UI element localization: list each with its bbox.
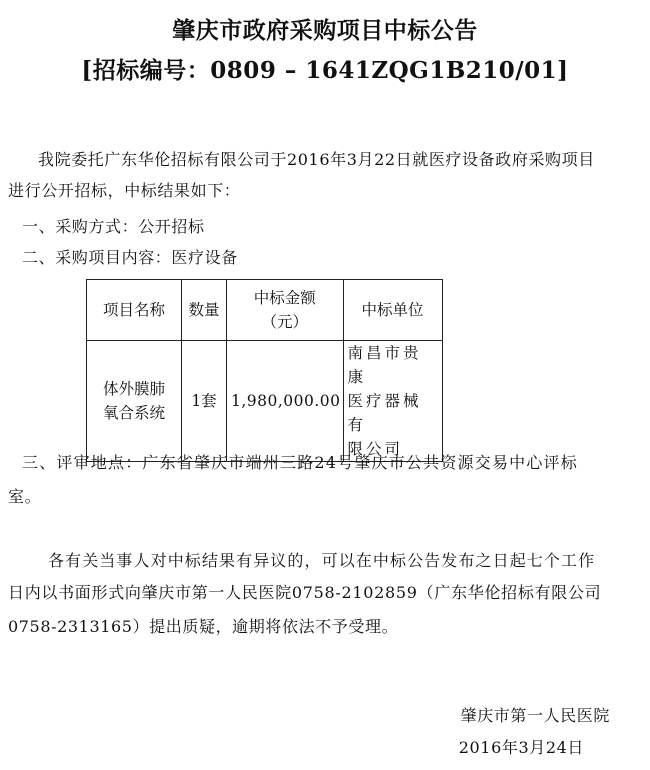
announcement-title: 肇庆市政府采购项目中标公告	[172, 17, 478, 44]
cell-amount: 1,980,000.00	[227, 341, 344, 462]
bid-number: [招标编号：0809 – 1641ZQG1B210/01]	[81, 57, 569, 84]
project-name-line-1: 体外膜肺	[102, 380, 165, 398]
signature-date: 2016年3月24日	[458, 738, 584, 757]
cell-quantity: 1套	[182, 341, 227, 462]
venue-line-2: 室。	[8, 487, 42, 506]
project-name-line-2: 氧合系统	[102, 404, 165, 422]
table-header-row	[87, 280, 443, 341]
header-quantity: 数量	[182, 280, 227, 341]
winner-line-1: 南昌市贵康	[347, 344, 422, 386]
header-amount	[227, 280, 344, 341]
intro-line-1: 我院委托广东华伦招标有限公司于2016年3月22日就医疗设备政府采购项目	[38, 150, 595, 169]
objection-line-2: 日内以书面形式向肇庆市第一人民医院0758-2102859（广东华伦招标有限公司	[8, 583, 602, 602]
procurement-method: 一、采购方式：公开招标	[22, 217, 205, 236]
venue-line-1: 三、评审地点：广东省肇庆市端州三路24号肇庆市公共资源交易中心评标	[22, 453, 578, 472]
award-result-table	[86, 279, 443, 462]
objection-line-3: 0758-2313165）提出质疑，逾期将依法不予受理。	[8, 617, 399, 636]
signature-organization: 肇庆市第一人民医院	[460, 706, 610, 725]
header-project-name: 项目名称	[87, 280, 182, 341]
header-amount-line-2: （元）	[261, 313, 309, 331]
procurement-content: 二、采购项目内容：医疗设备	[22, 248, 238, 267]
header-amount-line-1: 中标金额	[253, 289, 316, 307]
cell-project-name	[87, 341, 182, 462]
winner-line-2: 医疗器械有	[347, 392, 422, 434]
table-row	[87, 341, 443, 462]
objection-line-1: 各有关当事人对中标结果有异议的，可以在中标公告发布之日起七个工作	[48, 551, 596, 570]
header-winner: 中标单位	[343, 280, 442, 341]
intro-line-2: 进行公开招标，中标结果如下：	[8, 181, 241, 200]
cell-winner	[343, 341, 442, 462]
winner-line-3: 限公司	[347, 440, 404, 458]
